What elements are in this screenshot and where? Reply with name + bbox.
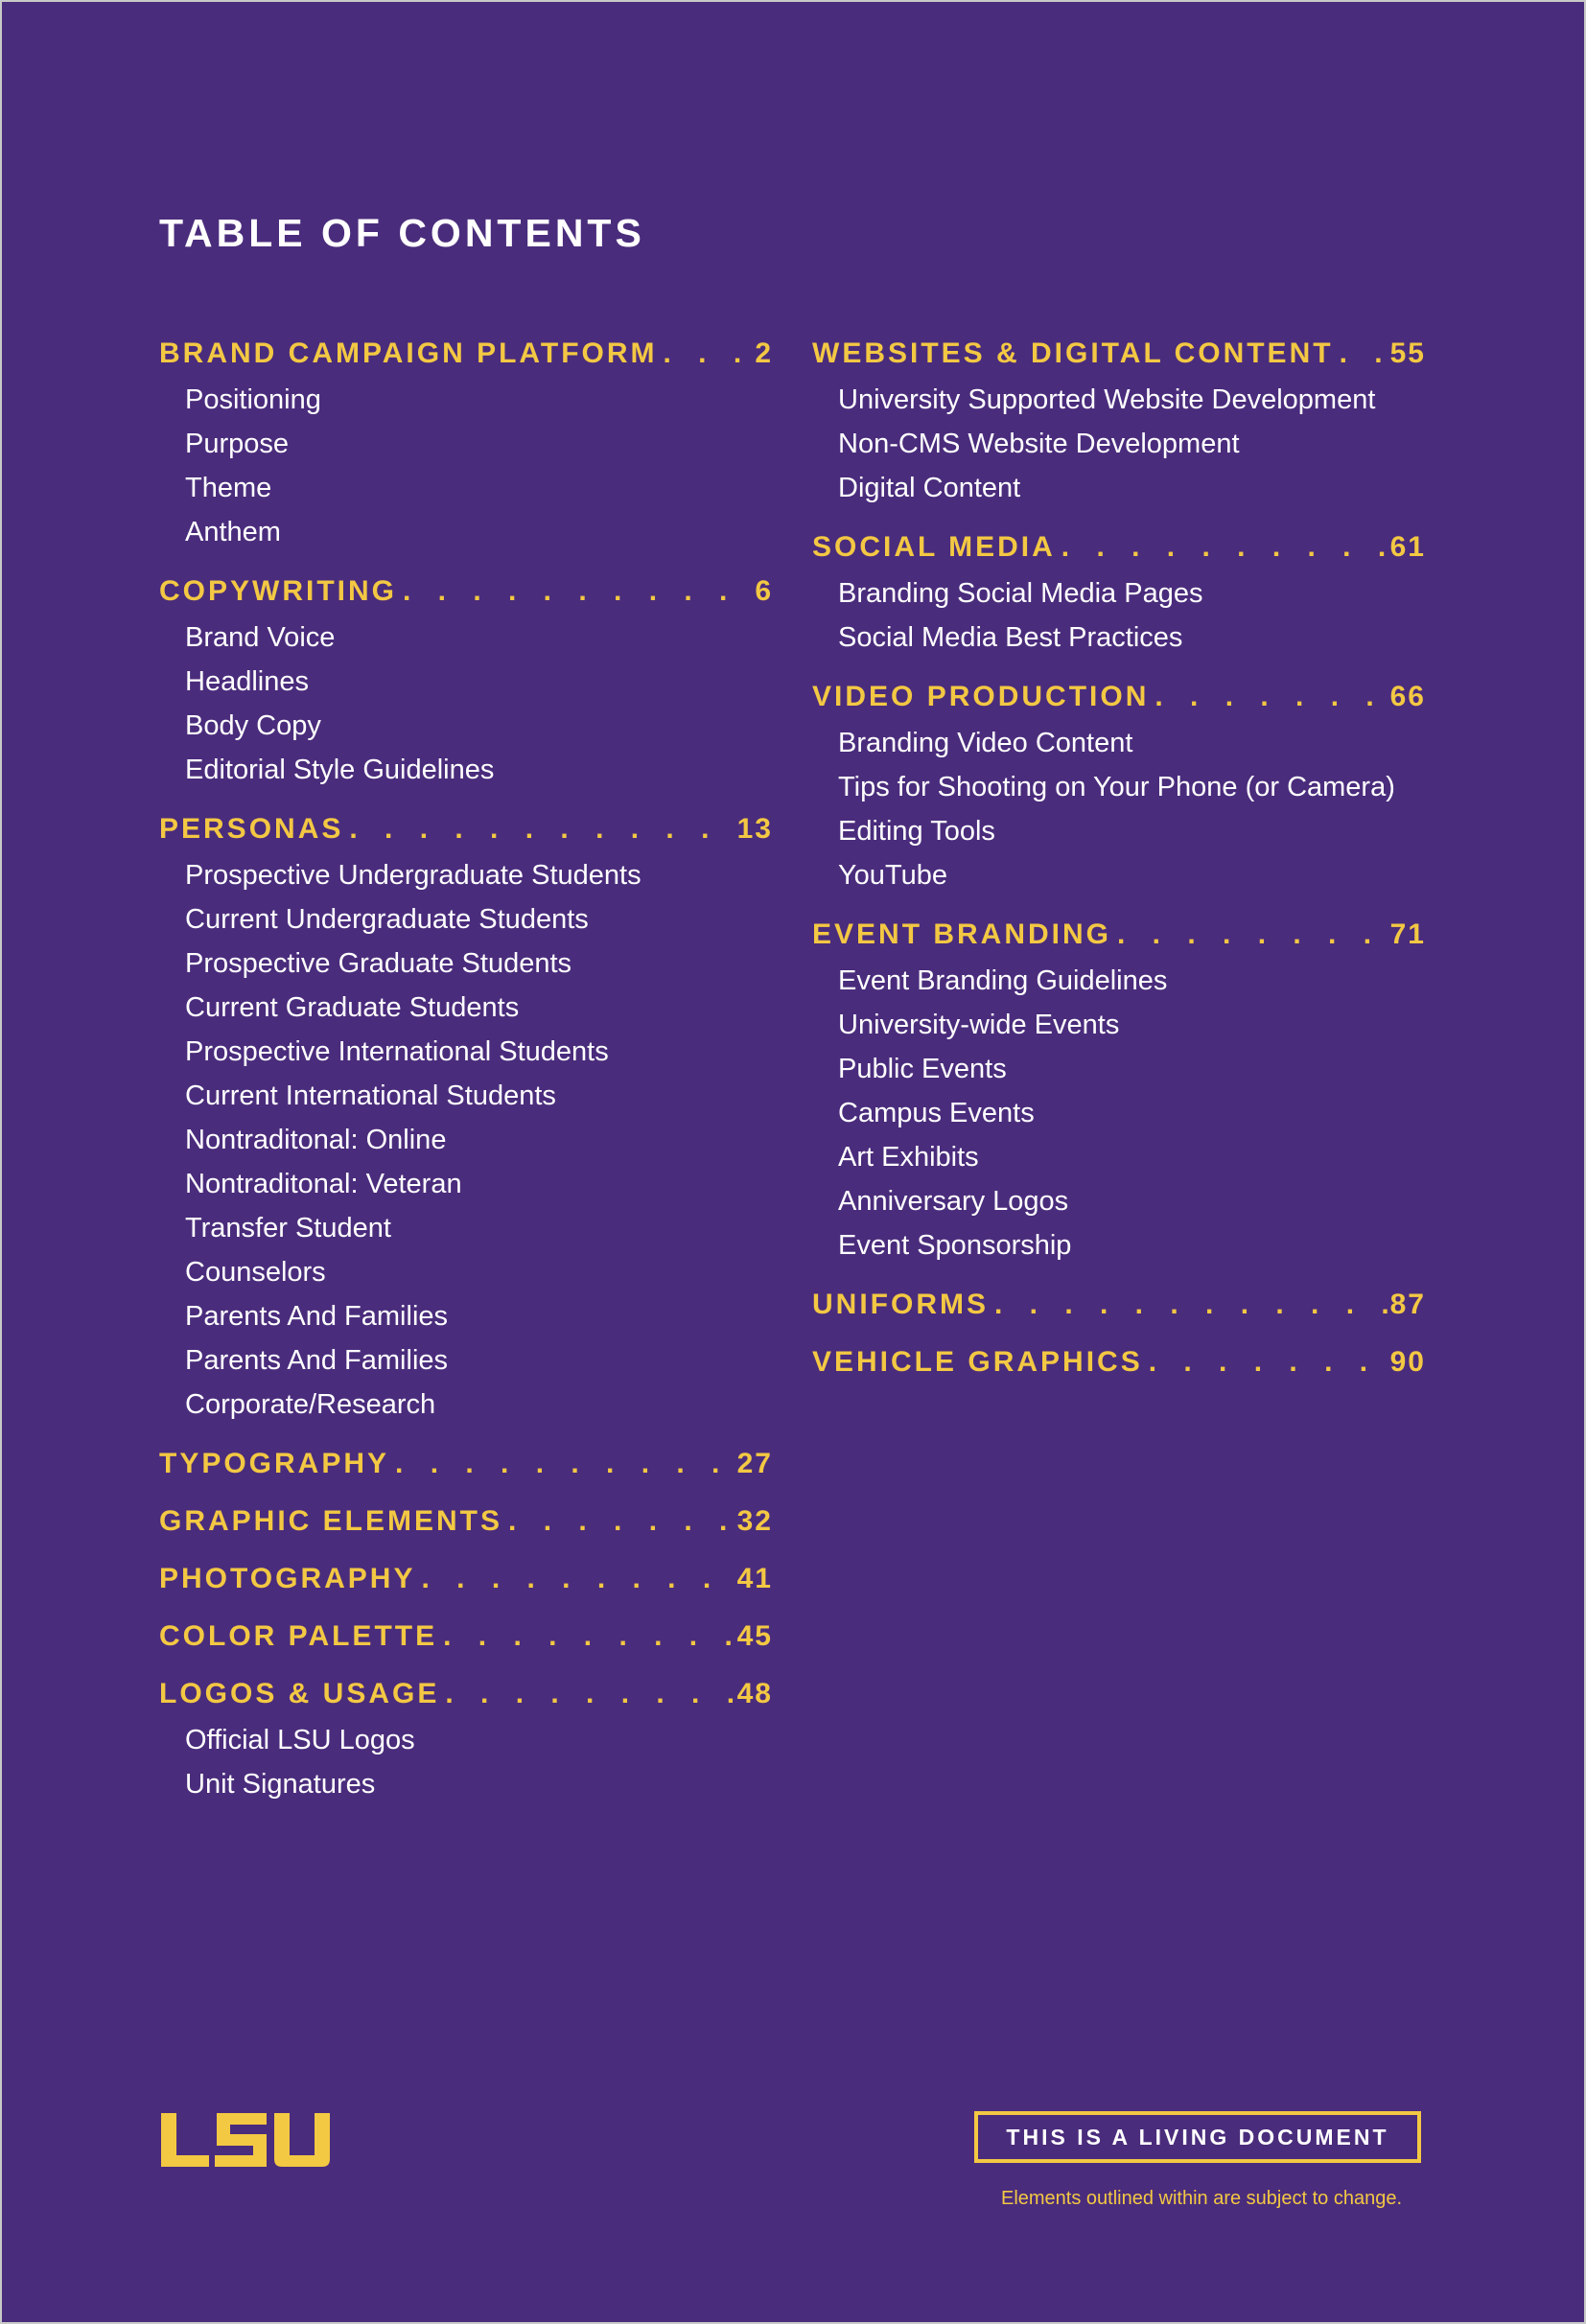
toc-section-title: SOCIAL MEDIA xyxy=(812,531,1056,563)
dot-leader xyxy=(989,1285,1390,1325)
toc-section-link[interactable] xyxy=(812,1342,1426,1383)
dot-leader xyxy=(1149,677,1389,717)
toc-subitem[interactable]: Transfer Student xyxy=(185,1213,391,1243)
toc-section-vehicle-graphics xyxy=(812,1342,1426,1383)
toc-section-social-media xyxy=(812,527,1426,660)
toc-subitem[interactable]: Public Events xyxy=(838,1054,1007,1084)
toc-subitem[interactable]: Campus Events xyxy=(838,1098,1035,1128)
dot-leader xyxy=(389,1444,737,1484)
toc-section-title: GRAPHIC ELEMENTS xyxy=(159,1505,503,1537)
toc-page-number: 6 xyxy=(755,575,773,607)
toc-section-link[interactable] xyxy=(812,334,1426,374)
toc-page-number: 45 xyxy=(736,1620,773,1652)
toc-section-title: COLOR PALETTE xyxy=(159,1620,438,1652)
toc-subitem-list xyxy=(159,1718,773,1806)
toc-subitem[interactable]: Body Copy xyxy=(185,710,321,741)
toc-subitem[interactable]: YouTube xyxy=(838,860,947,891)
toc-subitem[interactable]: Art Exhibits xyxy=(838,1142,979,1173)
toc-page-number: 71 xyxy=(1389,918,1426,950)
toc-subitem[interactable]: Digital Content xyxy=(838,473,1021,503)
toc-subitem[interactable]: Corporate/Research xyxy=(185,1389,436,1420)
toc-section-typography xyxy=(159,1444,773,1484)
toc-subitem-list xyxy=(159,378,773,554)
toc-section-link[interactable] xyxy=(159,1501,773,1542)
toc-section-title: VIDEO PRODUCTION xyxy=(812,681,1150,712)
toc-subitem[interactable]: Positioning xyxy=(185,384,321,415)
toc-subitem[interactable]: Parents And Families xyxy=(185,1345,449,1376)
toc-subitem[interactable]: Event Sponsorship xyxy=(838,1230,1072,1261)
toc-page-number: 66 xyxy=(1389,681,1426,712)
toc-section-link[interactable] xyxy=(159,1616,773,1657)
living-document-note: Elements outlined within are subject to change. xyxy=(1000,2188,1403,2209)
toc-subitem[interactable]: Current International Students xyxy=(185,1081,556,1111)
toc-section-title: EVENT BRANDING xyxy=(812,918,1112,950)
toc-page-number: 48 xyxy=(736,1678,773,1709)
toc-section-photography xyxy=(159,1559,773,1599)
dot-leader xyxy=(415,1559,736,1599)
dot-leader xyxy=(1334,334,1390,374)
dot-leader xyxy=(397,571,755,612)
dot-leader xyxy=(658,334,756,374)
toc-section-copywriting xyxy=(159,571,773,792)
toc-section-link[interactable] xyxy=(159,1674,773,1714)
toc-section-title: LOGOS & USAGE xyxy=(159,1678,440,1709)
toc-subitem[interactable]: Brand Voice xyxy=(185,622,336,653)
toc-page-number: 87 xyxy=(1389,1289,1426,1320)
toc-page-number: 32 xyxy=(736,1505,773,1537)
toc-subitem[interactable]: Current Undergraduate Students xyxy=(185,904,589,935)
toc-subitem-list xyxy=(812,571,1426,660)
toc-page-number: 13 xyxy=(736,813,773,845)
dot-leader xyxy=(1143,1342,1390,1383)
toc-section-logos-usage xyxy=(159,1674,773,1806)
toc-subitem[interactable]: Parents And Families xyxy=(185,1301,449,1332)
toc-subitem-list xyxy=(159,853,773,1427)
toc-page-number: 90 xyxy=(1389,1346,1426,1378)
toc-subitem[interactable]: Anniversary Logos xyxy=(838,1186,1069,1217)
toc-section-websites-digital-content xyxy=(812,334,1426,510)
toc-section-link[interactable] xyxy=(159,1559,773,1599)
toc-section-title: WEBSITES & DIGITAL CONTENT xyxy=(812,337,1334,369)
dot-leader xyxy=(439,1674,736,1714)
toc-subitem[interactable]: Event Branding Guidelines xyxy=(838,965,1168,996)
toc-section-uniforms xyxy=(812,1285,1426,1325)
toc-section-event-branding xyxy=(812,915,1426,1267)
dot-leader xyxy=(437,1616,737,1657)
toc-subitem-list xyxy=(812,959,1426,1267)
toc-page-number: 41 xyxy=(736,1563,773,1594)
toc-section-title: BRAND CAMPAIGN PLATFORM xyxy=(159,337,658,369)
toc-subitem[interactable]: Official LSU Logos xyxy=(185,1725,415,1755)
toc-section-link[interactable] xyxy=(812,915,1426,955)
toc-section-title: PHOTOGRAPHY xyxy=(159,1563,416,1594)
toc-section-link[interactable] xyxy=(159,1444,773,1484)
toc-subitem[interactable]: Editorial Style Guidelines xyxy=(185,755,495,785)
toc-section-link[interactable] xyxy=(159,334,773,374)
toc-section-personas xyxy=(159,809,773,1427)
dot-leader xyxy=(343,809,736,849)
toc-subitem[interactable]: Branding Video Content xyxy=(838,728,1133,758)
toc-page-number: 55 xyxy=(1389,337,1426,369)
toc-page-number: 2 xyxy=(755,337,773,369)
toc-subitem[interactable]: Purpose xyxy=(185,429,290,459)
toc-subitem[interactable]: Non-CMS Website Development xyxy=(838,429,1240,459)
toc-subitem[interactable]: Prospective Graduate Students xyxy=(185,948,572,979)
toc-subitem[interactable]: Headlines xyxy=(185,666,309,697)
toc-subitem[interactable]: Anthem xyxy=(185,517,281,547)
page-title: TABLE OF CONTENTS xyxy=(159,211,645,255)
toc-section-link[interactable] xyxy=(159,809,773,849)
toc-subitem[interactable]: Current Graduate Students xyxy=(185,992,520,1023)
toc-section-title: PERSONAS xyxy=(159,813,344,845)
toc-subitem-list xyxy=(812,378,1426,510)
toc-subitem[interactable]: Tips for Shooting on Your Phone (or Camera) xyxy=(838,772,1395,802)
toc-section-link[interactable] xyxy=(812,1285,1426,1325)
toc-subitem[interactable]: Prospective International Students xyxy=(185,1036,609,1067)
toc-section-video-production xyxy=(812,677,1426,897)
toc-page xyxy=(2,2,1584,2322)
toc-page-number: 61 xyxy=(1389,531,1426,563)
dot-leader xyxy=(1111,915,1390,955)
toc-section-graphic-elements xyxy=(159,1501,773,1542)
toc-subitem[interactable]: Nontraditonal: Veteran xyxy=(185,1169,462,1199)
living-document-badge: THIS IS A LIVING DOCUMENT xyxy=(974,2111,1421,2163)
toc-section-brand-campaign-platform xyxy=(159,334,773,554)
toc-left-column xyxy=(159,334,773,1824)
toc-right-column xyxy=(812,334,1426,1400)
toc-section-title: UNIFORMS xyxy=(812,1289,989,1320)
toc-subitem[interactable]: Branding Social Media Pages xyxy=(838,578,1203,609)
toc-section-color-palette xyxy=(159,1616,773,1657)
toc-subitem[interactable]: Counselors xyxy=(185,1257,326,1288)
toc-section-title: COPYWRITING xyxy=(159,575,397,607)
toc-subitem[interactable]: Editing Tools xyxy=(838,816,995,847)
toc-subitem-list xyxy=(159,616,773,792)
toc-section-link[interactable] xyxy=(812,527,1426,568)
dot-leader xyxy=(1056,527,1390,568)
dot-leader xyxy=(502,1501,737,1542)
toc-subitem-list xyxy=(812,721,1426,897)
toc-subitem[interactable]: Social Media Best Practices xyxy=(838,622,1183,653)
toc-subitem[interactable]: University Supported Website Development xyxy=(838,384,1376,415)
toc-section-title: VEHICLE GRAPHICS xyxy=(812,1346,1143,1378)
toc-page-number: 27 xyxy=(736,1448,773,1479)
lsu-logo-icon xyxy=(159,2111,332,2169)
toc-subitem[interactable]: Unit Signatures xyxy=(185,1769,376,1800)
toc-subitem[interactable]: Theme xyxy=(185,473,272,503)
toc-section-title: TYPOGRAPHY xyxy=(159,1448,390,1479)
toc-subitem[interactable]: University-wide Events xyxy=(838,1010,1120,1040)
toc-section-link[interactable] xyxy=(159,571,773,612)
toc-section-link[interactable] xyxy=(812,677,1426,717)
toc-subitem[interactable]: Prospective Undergraduate Students xyxy=(185,860,641,891)
toc-subitem[interactable]: Nontraditonal: Online xyxy=(185,1125,447,1155)
